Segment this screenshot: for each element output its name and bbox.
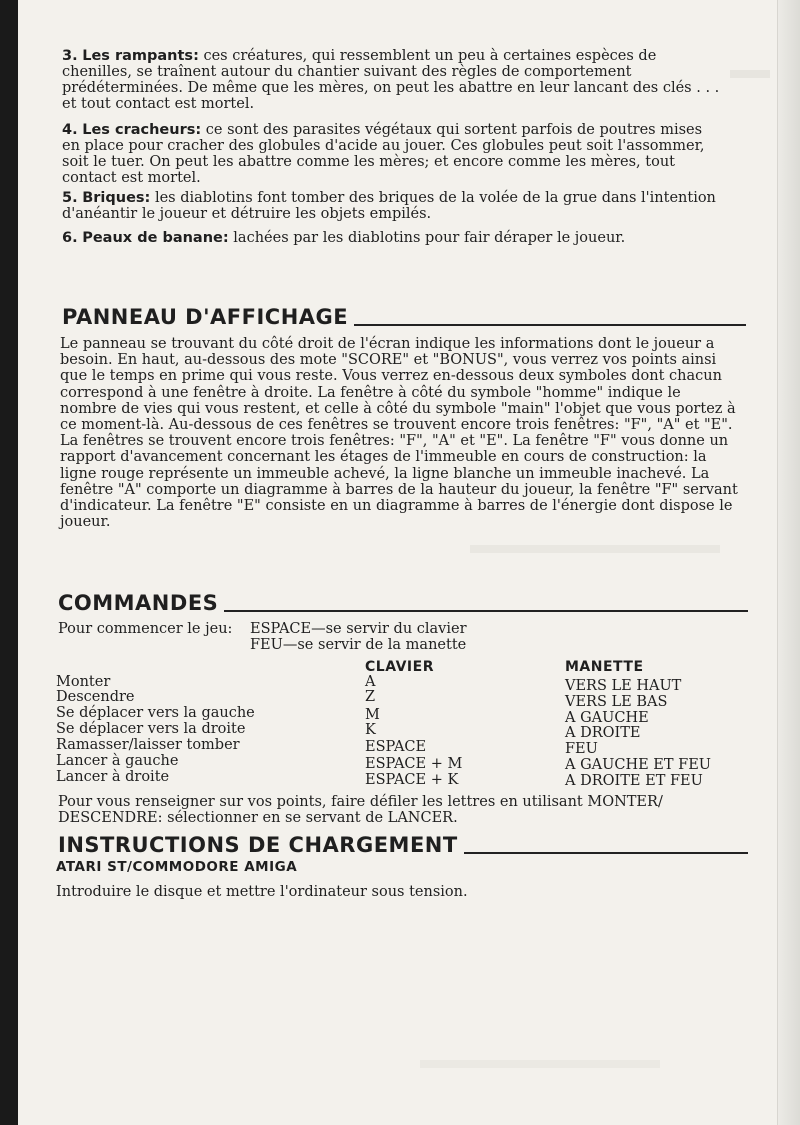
panneau-text: Le panneau se trouvant du côté droit de l'écran indique les informations dont le joueur a besoin. En haut, au-dessous des mote "SCORE" et "BONUS", vous verrez vos points ainsi que le temps en prime qui vous reste. Vous verrez en-dessous deux symboles dont chacun correspond à une fenêtre à droite. La fenêtre à côté du symbole "homme" indique le nombre de vies qui vous restent, et celle à côté du symbole "main" l'objet que vous portez à ce moment-là. Au-dessous de ces fenêtres se trouvent encore trois fenêtres: "F", "A" et "E". La fenêtres se trouvent encore trois fenêtres: "F", "A" et "E". La fenêtre "F" vous donne un rapport d'avancement concernant les étages de l'immeuble en cours de construction: la ligne rouge représente un immeuble achevé, la ligne blanche un immeuble inachevé. La fenêtre "A" comporte un diagramme à barres de la hauteur du joueur, la fenêtre "F" servant d'indicateur. La fenêtre "E" consiste en un diagramme à barres de l'énergie dont dispose le joueur. [60, 336, 738, 531]
heading-rule [464, 852, 748, 854]
control-joystick: FEU [565, 741, 598, 757]
creature-item-3 [62, 48, 722, 112]
chargement-subtitle: ATARI ST/COMMODORE AMIGA [56, 859, 298, 875]
item-number: 6. [62, 230, 78, 246]
control-key: A [365, 674, 376, 690]
control-key: ESPACE [365, 739, 427, 755]
item-term: Les rampants: [82, 48, 199, 64]
binding-edge [0, 0, 18, 1125]
control-action: Se déplacer vers la gauche [56, 705, 255, 721]
column-header-clavier: CLAVIER [365, 659, 434, 675]
bleed-through-mark [730, 70, 770, 78]
panneau-title: PANNEAU D'AFFICHAGE [62, 305, 349, 329]
control-joystick: VERS LE HAUT [565, 678, 682, 694]
control-joystick: A GAUCHE ET FEU [565, 757, 712, 773]
creature-item-6 [62, 230, 722, 246]
start-option-keyboard: ESPACE—se servir du clavier [250, 621, 467, 637]
control-key: Z [365, 689, 376, 705]
control-joystick: A GAUCHE [565, 710, 649, 726]
control-joystick: A DROITE [565, 725, 641, 741]
chargement-title: INSTRUCTIONS DE CHARGEMENT [58, 833, 458, 857]
item-text: lachées par les diablotins pour fair déraper le joueur. [228, 230, 626, 246]
control-key: M [365, 707, 380, 723]
creature-item-4 [62, 122, 722, 186]
control-key: ESPACE + M [365, 756, 463, 772]
column-header-manette: MANETTE [565, 659, 644, 675]
item-number: 5. [62, 190, 78, 206]
panneau-heading [62, 305, 746, 329]
control-action: Lancer à droite [56, 769, 170, 785]
control-action: Se déplacer vers la droite [56, 721, 246, 737]
control-joystick: A DROITE ET FEU [565, 773, 703, 789]
heading-rule [354, 324, 746, 326]
control-action: Monter [56, 674, 111, 690]
control-key: ESPACE + K [365, 772, 459, 788]
control-action: Lancer à gauche [56, 753, 179, 769]
commandes-heading [58, 591, 748, 615]
start-option-joystick: FEU—se servir de la manette [250, 637, 467, 653]
start-label: Pour commencer le jeu: [58, 621, 233, 637]
score-note-line-2: DESCENDRE: sélectionner en se servant de LANCER. [58, 810, 458, 826]
control-action: Descendre [56, 689, 135, 705]
item-text: ces créatures, qui ressemblent un peu à certaines espèces de chenilles, se traînent autour du chantier suivant des règles de comportement prédéterminées. De même que les mères, on peut les abattre en leur lancant des clés . . . et tout contact est mortel. [62, 48, 720, 112]
control-key: K [365, 722, 376, 738]
item-term: Les cracheurs: [82, 122, 202, 138]
bleed-through-mark [470, 545, 720, 553]
item-text: les diablotins font tomber des briques de la volée de la grue dans l'intention d'anéantir le joueur et détruire les objets empilés. [62, 190, 716, 222]
item-term: Peaux de banane: [82, 230, 229, 246]
heading-rule [224, 610, 748, 612]
control-joystick: VERS LE BAS [565, 694, 668, 710]
commandes-title: COMMANDES [58, 591, 219, 615]
item-text: ce sont des parasites végétaux qui sortent parfois de poutres mises en place pour cracher des globules d'acide au jouer. Ces globules peut soit l'assommer, soit le tuer. On peut les abattre comme les mères; et encore comme les mères, tout contact est mortel. [62, 122, 705, 186]
chargement-heading [58, 833, 748, 857]
item-number: 3. [62, 48, 78, 64]
page-edge-shadow [777, 0, 800, 1125]
score-note-line-1: Pour vous renseigner sur vos points, faire défiler les lettres en utilisant MONTER/ [58, 794, 663, 810]
item-number: 4. [62, 122, 78, 138]
control-action: Ramasser/laisser tomber [56, 737, 240, 753]
creature-item-5 [62, 190, 722, 222]
chargement-text: Introduire le disque et mettre l'ordinateur sous tension. [56, 884, 468, 900]
bleed-through-mark [420, 1060, 660, 1068]
item-term: Briques: [82, 190, 151, 206]
